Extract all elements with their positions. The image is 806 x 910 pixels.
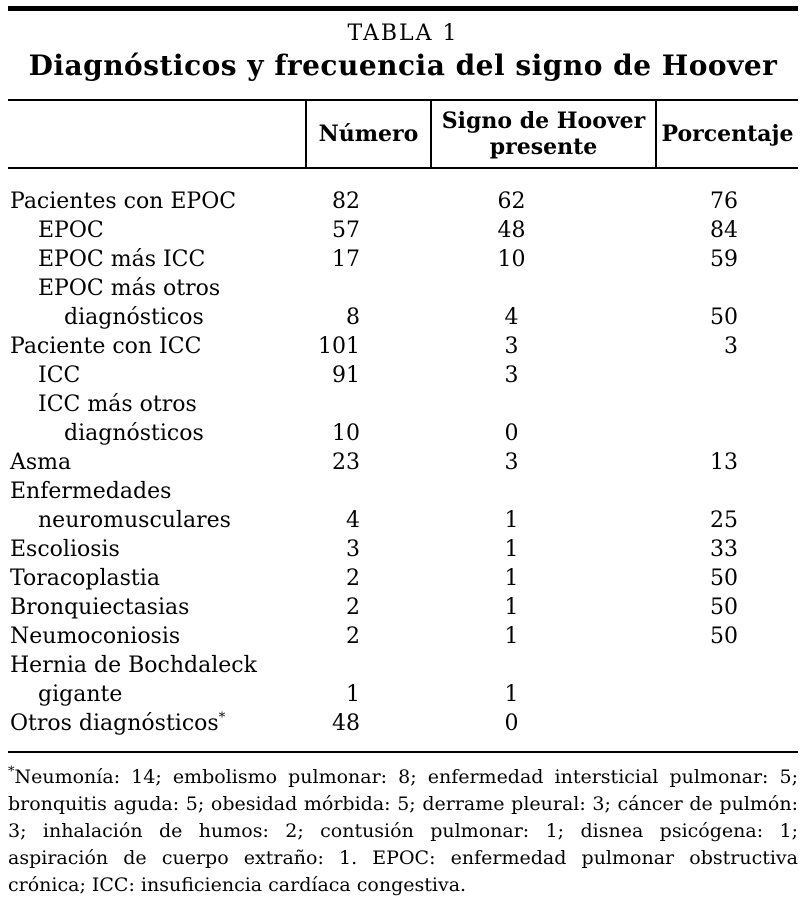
diagnosis-label: Asma	[10, 450, 72, 475]
diagnosis-label: gigante	[38, 682, 123, 707]
porcentaje-value: 13	[710, 450, 738, 475]
signo-value	[430, 274, 655, 303]
numero-value: 23	[332, 450, 360, 475]
table-row	[8, 390, 798, 419]
signo-value: 1	[504, 566, 519, 591]
signo-value: 0	[504, 421, 519, 446]
table-row	[8, 535, 798, 564]
table-row	[8, 361, 798, 390]
diagnosis-label: Otros diagnósticos*	[10, 710, 226, 736]
porcentaje-value: 76	[710, 189, 738, 214]
diagnosis-label: Enfermedades	[10, 479, 172, 504]
porcentaje-value: 50	[710, 566, 738, 591]
numero-value: 91	[332, 363, 360, 388]
diagnosis-label: diagnósticos	[64, 305, 204, 330]
porcentaje-value: 59	[710, 247, 738, 272]
numero-value: 17	[332, 247, 360, 272]
diagnosis-label: Bronquiectasias	[10, 595, 190, 620]
signo-value: 3	[504, 363, 519, 388]
signo-value: 1	[504, 537, 519, 562]
header-empty	[8, 101, 305, 167]
footnote-text: Neumonía: 14; embolismo pulmonar: 8; enfermedad intersticial pulmonar: 5; bronquitis aguda: 5; obesidad mórbida: 5; derrame pleural: 3; cáncer de pulmón: 3; inhalación de humos: 2; contusión pulmonar: 1; disnea psicógena: 1; aspiración de cuerpo extraño: 1. EPOC: enfermedad pulmonar obstructiva crónica; ICC: insuficiencia cardíaca congestiva.	[8, 766, 798, 896]
table-row	[8, 216, 798, 245]
signo-value	[430, 390, 655, 419]
table-row	[8, 709, 798, 738]
numero-value	[305, 477, 430, 506]
table-row	[8, 274, 798, 303]
diagnosis-label: EPOC más otros	[38, 276, 221, 301]
table-row	[8, 680, 798, 709]
table-row	[8, 477, 798, 506]
table-row	[8, 245, 798, 274]
top-rule	[8, 6, 798, 11]
diagnosis-label: diagnósticos	[64, 421, 204, 446]
footnote	[8, 764, 798, 899]
signo-value: 3	[504, 334, 519, 359]
signo-value: 1	[504, 624, 519, 649]
porcentaje-value: 50	[710, 595, 738, 620]
porcentaje-value: 33	[710, 537, 738, 562]
porcentaje-value	[655, 651, 798, 680]
numero-value: 4	[346, 508, 360, 533]
table-body	[8, 169, 798, 751]
porcentaje-value	[655, 390, 798, 419]
porcentaje-value: 84	[710, 218, 738, 243]
numero-value: 3	[346, 537, 360, 562]
signo-value: 0	[504, 711, 519, 736]
porcentaje-value: 50	[710, 624, 738, 649]
table-row	[8, 187, 798, 216]
footnote-ref: *	[218, 710, 226, 726]
numero-value	[305, 274, 430, 303]
table-row	[8, 332, 798, 361]
numero-value: 2	[346, 595, 360, 620]
signo-value: 4	[504, 305, 519, 330]
diagnosis-label: ICC	[38, 363, 81, 388]
table-header-row	[8, 99, 798, 169]
table-row	[8, 564, 798, 593]
numero-value: 82	[332, 189, 360, 214]
porcentaje-value	[655, 680, 798, 709]
table-row	[8, 622, 798, 651]
table-row	[8, 506, 798, 535]
porcentaje-value: 25	[710, 508, 738, 533]
table-row	[8, 419, 798, 448]
numero-value: 8	[346, 305, 360, 330]
signo-value: 1	[504, 508, 519, 533]
porcentaje-value	[655, 477, 798, 506]
numero-value: 2	[346, 566, 360, 591]
signo-value: 1	[504, 595, 519, 620]
signo-value	[430, 651, 655, 680]
signo-value: 1	[504, 682, 519, 707]
table-row	[8, 593, 798, 622]
signo-value	[430, 477, 655, 506]
numero-value: 101	[318, 334, 360, 359]
table-row	[8, 303, 798, 332]
diagnosis-label: neuromusculares	[38, 508, 231, 533]
diagnosis-label: EPOC más ICC	[38, 247, 206, 272]
diagnosis-label: EPOC	[38, 218, 104, 243]
footnote-marker: *	[8, 764, 15, 780]
header-numero: Número	[305, 101, 430, 167]
diagnosis-label: Pacientes con EPOC	[10, 189, 237, 214]
signo-value: 10	[497, 247, 526, 272]
diagnosis-label: Toracoplastia	[10, 566, 160, 591]
table-title: Diagnósticos y frecuencia del signo de Hoover	[28, 49, 778, 82]
porcentaje-value: 3	[724, 334, 738, 359]
table-row	[8, 651, 798, 680]
porcentaje-value	[655, 361, 798, 390]
numero-value: 57	[332, 218, 360, 243]
porcentaje-value	[655, 274, 798, 303]
signo-value: 62	[497, 189, 526, 214]
diagnosis-label: ICC más otros	[38, 392, 197, 417]
diagnosis-label: Paciente con ICC	[10, 334, 202, 359]
diagnosis-label: Hernia de Bochdaleck	[10, 653, 257, 678]
table-number: TABLA 1	[347, 21, 459, 46]
footnote-rule	[8, 751, 798, 753]
numero-value: 1	[346, 682, 360, 707]
numero-value	[305, 651, 430, 680]
signo-value: 3	[504, 450, 519, 475]
diagnosis-label: Escoliosis	[10, 537, 120, 562]
header-porcentaje: Porcentaje	[655, 101, 798, 167]
numero-value: 10	[332, 421, 360, 446]
porcentaje-value: 50	[710, 305, 738, 330]
table-row	[8, 448, 798, 477]
numero-value: 2	[346, 624, 360, 649]
porcentaje-value	[655, 419, 798, 448]
numero-value	[305, 390, 430, 419]
porcentaje-value	[655, 709, 798, 738]
numero-value: 48	[332, 711, 360, 736]
diagnosis-label: Neumoconiosis	[10, 624, 181, 649]
signo-value: 48	[497, 218, 526, 243]
header-signo-de-hoover: Signo de Hoover presente	[430, 101, 655, 167]
